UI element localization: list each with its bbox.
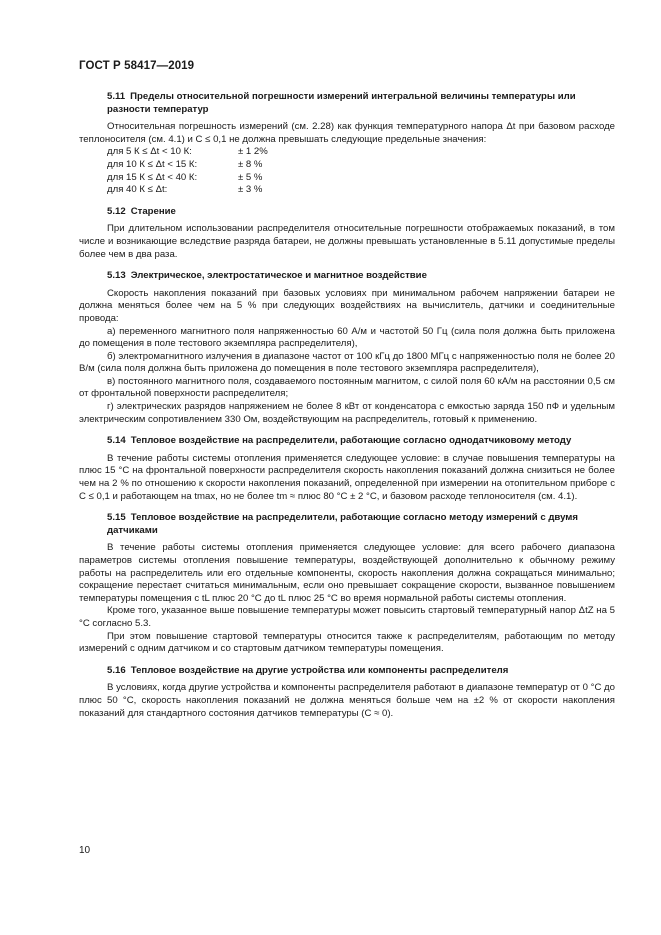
limit-row — [107, 184, 615, 197]
section-number: 5.16 — [107, 664, 126, 676]
paragraph: В условиях, когда другие устройства и компоненты распределителя работают в диапазоне температур от 0 °С до плюс 50 °С, скорость накопления показаний не должна меняться больше чем на ±2 % от скорости накопления показаний для стандартного состояния датчиков температуры (C ≈ 0). — [79, 682, 615, 719]
limit-value: ± 5 % — [238, 171, 263, 183]
limits-list — [79, 146, 615, 196]
section-title: Пределы относительной погрешности измерений интегральной величины температуры или разности температур — [107, 91, 576, 115]
section-number: 5.15 — [107, 512, 126, 524]
limit-value: ± 3 % — [238, 184, 263, 196]
limit-value: ± 8 % — [238, 158, 263, 170]
limit-condition: для 40 К ≤ Δt: — [107, 184, 168, 196]
section-heading-5-15 — [79, 512, 615, 537]
limit-value: ± 1 2% — [238, 146, 268, 158]
section-title: Электрическое, электростатическое и магнитное воздействие — [130, 270, 427, 282]
page-number: 10 — [79, 845, 91, 856]
paragraph: При этом повышение стартовой температуры относится также к распределителям, работающим по методу измерений с одним датчиком и со стартовым датчиком температуры помещения. — [79, 630, 615, 655]
section-title: Тепловое воздействие на распределители, работающие согласно однодатчиковому методу — [130, 435, 572, 447]
paragraph: При длительном использовании распределителя относительные погрешности отображаемых показаний, в том числе и возникающие вследствие разряда батареи, не должны превышать установленные в 5.11 допустимые пределы более чем в два раза. — [79, 223, 615, 260]
limit-condition: для 10 К ≤ Δt < 15 К: — [107, 158, 198, 170]
list-item: а) переменного магнитного поля напряженностью 60 А/м и частотой 50 Гц (сила поля должна быть приложена до помещения в поле тестового экземпляра распределителя), — [79, 325, 615, 350]
paragraph: Скорость накопления показаний при базовых условиях при минимальном рабочем напряжении батареи не должна меняться более чем на 5 % при следующих воздействиях на вычислитель, датчики и соединительные провода: — [79, 287, 615, 324]
list-item: б) электромагнитного излучения в диапазоне частот от 100 кГц до 1800 МГц с напряженностью поля не более 20 В/м (сила поля должна быть приложена до помещения в поле тестового экземпляра распределителя), — [79, 350, 615, 375]
paragraph: В течение работы системы отопления применяется следующее условие: в случае повышения температуры на плюс 15 °С на фронтальной поверхности распределителя скорость накопления показаний должна снизиться не более чем на 2 % по отношению к скорости накопления показаний, определенной при измерении на отопительном приборе с C ≤ 0,1 и работающем на tmax, но не более tm ≈ плюс 80 °С ± 2 °С, и базовом расходе теплоносителя (см. 4.1). — [79, 452, 615, 502]
paragraph: Относительная погрешность измерений (см. 2.28) как функция температурного напора Δt при базовом расходе теплоносителя (см. 4.1) и C ≤ 0,1 не должна превышать следующие предельные значения: — [79, 121, 615, 145]
limit-condition: для 15 К ≤ Δt < 40 К: — [107, 171, 198, 183]
limit-row — [107, 146, 615, 159]
limit-row — [107, 172, 615, 185]
section-title: Старение — [130, 205, 176, 217]
section-title: Тепловое воздействие на другие устройства или компоненты распределителя — [130, 664, 509, 676]
document-header: ГОСТ Р 58417—2019 — [79, 60, 195, 72]
section-number: 5.13 — [107, 270, 126, 282]
section-number: 5.12 — [107, 205, 126, 217]
limit-row — [107, 159, 615, 172]
paragraph: Кроме того, указанное выше повышение температуры может повысить стартовый температурный напор ΔtZ на 5 °С согласно 5.3. — [79, 605, 615, 629]
section-number: 5.14 — [107, 435, 126, 447]
limit-condition: для 5 К ≤ Δt < 10 К: — [107, 146, 192, 158]
section-heading-5-13 — [79, 270, 615, 283]
section-heading-5-16 — [79, 665, 615, 678]
section-number: 5.11 — [107, 91, 126, 102]
list-item: г) электрических разрядов напряжением не более 8 кВт от конденсатора с емкостью заряда 150 пФ и удельным электрическим сопротивлением 330 Ом, воздействующим на распределитель, готовый к применению. — [79, 401, 615, 425]
list-item: в) постоянного магнитного поля, создаваемого постоянным магнитом, с силой поля 60 кА/м на расстоянии 0,5 см от фронтальной поверхности распределителя; — [79, 375, 615, 400]
section-title: Тепловое воздействие на распределители, работающие согласно методу измерений с двумя датчиками — [107, 512, 578, 536]
section-heading-5-14 — [79, 435, 615, 448]
section-heading-5-11 — [79, 91, 615, 116]
document-body — [79, 91, 615, 720]
section-heading-5-12 — [79, 206, 615, 219]
paragraph: В течение работы системы отопления применяется следующее условие: для всего рабочего диапазона параметров системы отопления повышение температуры, воздействующей дополнительно к обычному режиму работы на распределитель или его отдельные компоненты, скорость накопления должна сокращаться минимально; сокращение перестает считаться минимальным, если оно превышает сокращение скорости, вызванное повышением температуры помещения с tL плюс 20 °С до tL плюс 25 °С во время нормальной работы системы отопления. — [79, 542, 615, 604]
